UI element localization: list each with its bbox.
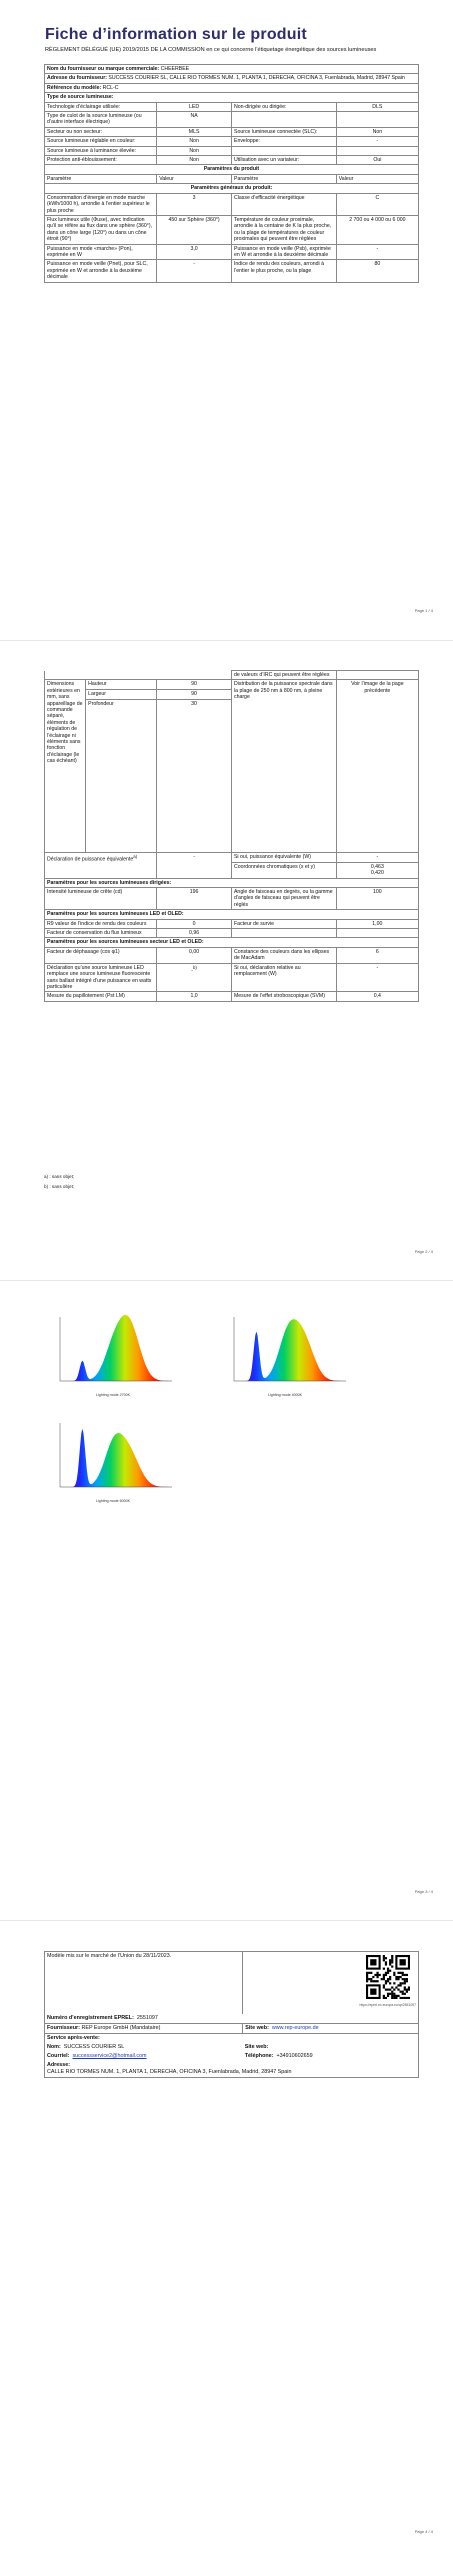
- contact-email-row: [45, 2052, 419, 2061]
- param-label: Puissance en mode «marche» (Pon), exprimée en W: [45, 244, 157, 260]
- product-params-table-continued: [44, 670, 419, 1002]
- r9-value: 0: [157, 919, 232, 928]
- col-value-2: Valeur: [336, 174, 418, 183]
- registration-table: [44, 1951, 419, 2078]
- site-link[interactable]: www.rep-europe.de: [271, 2025, 319, 2031]
- param-label: Utilisation avec un variateur:: [231, 156, 336, 165]
- footnote-a: a) : sans objet;: [44, 1174, 75, 1179]
- page-1: [0, 0, 453, 640]
- param-value: 80: [336, 260, 418, 282]
- supplier-address-label: Adresse du fournisseur:: [47, 75, 107, 82]
- regulation-subtitle: RÈGLEMENT DÉLÉGUÉ (UE) 2019/2015 DE LA COMMISSION en ce qui concerne l’étiquetage énergétique des sources lumineuses: [45, 47, 377, 53]
- replace-value: -: [191, 967, 193, 974]
- phase-value: 0,00: [157, 947, 232, 963]
- address-value: CALLE RIO TORMES NUM. 1, PLANTA 1, DERECHA, OFICINA 3, Fuenlabrada, Madrid, 28947 Spain: [47, 2069, 292, 2075]
- model-ref-row: [45, 83, 419, 92]
- page-number: Page 1 / 4: [414, 608, 433, 613]
- spectral-label: Distribution de la puissance spectrale dans la plage de 250 nm à 800 nm, à pleine charge: [231, 680, 336, 853]
- flicker-value: 1,0: [157, 992, 232, 1001]
- site2-label: Site web:: [244, 2044, 269, 2050]
- market-row: [45, 1952, 419, 2015]
- supplier-address-row: [45, 74, 419, 83]
- model-ref-label: Référence du modèle:: [47, 84, 102, 91]
- contact-name-row: [45, 2043, 419, 2052]
- param-label: Technologie d’éclairage utilisée:: [45, 102, 157, 111]
- col-param-1: Paramètre: [45, 174, 157, 183]
- param-label: Secteur ou non secteur:: [45, 127, 157, 136]
- page-4: [0, 1921, 453, 2560]
- light-source-type-row: [45, 112, 419, 128]
- caption-6000k: Lighting mode 6000K: [96, 1499, 130, 1503]
- survival-label: Facteur de survie: [231, 919, 336, 928]
- address-label: Adresse:: [47, 2062, 71, 2068]
- param-value: C: [336, 193, 418, 215]
- chroma-x: 0,463: [370, 863, 384, 870]
- qr-url[interactable]: https://eprel.ec.europa.eu/qr/2551097: [359, 2003, 416, 2007]
- dim-name-width: Largeur: [86, 690, 157, 700]
- phone-value: +34910602659: [276, 2053, 313, 2059]
- lumen-label: Facteur de conservation du flux lumineux: [45, 929, 157, 938]
- dim-name-height: Hauteur: [86, 680, 157, 690]
- light-source-type-row: [45, 156, 419, 165]
- dim-name-depth: Profondeur: [86, 700, 157, 853]
- param-value: -: [336, 244, 418, 260]
- equiv-note: a): [133, 854, 138, 860]
- param-label: Puissance en mode veille (Pnet), pour SLC, exprimée en W et arrondie à la deuxième décimale: [45, 260, 157, 282]
- param-label: Protection anti-éblouissement:: [45, 156, 157, 165]
- dim-value-width: 90: [157, 690, 232, 700]
- param-value: [336, 146, 418, 155]
- caption-4000k: Lighting mode 4000K: [268, 1393, 302, 1397]
- after-sales-label: Service après-vente:: [47, 2035, 100, 2041]
- param-value: Non: [157, 156, 232, 165]
- market-text: Modèle mis sur le marché de l’Union du 28/11/2023.: [45, 1952, 243, 2015]
- equiv-label: Déclaration de puissance équivalente: [47, 857, 134, 864]
- name-value: SUCCESS COURIER SL: [63, 2044, 125, 2050]
- general-param-row: [45, 193, 419, 215]
- replace-label: Déclaration qu’une source lumineuse LED remplace une source lumineuse fluorescente sans ballast intégré d’une puissance en watts particulière: [47, 964, 152, 990]
- spectrum-2700k-graph: [48, 1311, 178, 1393]
- param-label: Type de culot de la source lumineuse (ou d’autre interface électrique): [45, 112, 157, 128]
- param-label: Température de couleur proximale, arrondie à la centaine de K la plus proche, ou la plage de températures de couleur proximales qui peuvent être réglées: [231, 215, 336, 244]
- spectral-value: Voir l’image de la page précédente: [336, 680, 418, 853]
- light-source-type-header: Type de source lumineuse:: [45, 93, 419, 102]
- equiv-row: [45, 853, 419, 862]
- cri-continued-label: de valeurs d’IRC qui peuvent être réglées: [231, 671, 336, 680]
- eprel-row: [45, 2014, 419, 2024]
- replace-w-value: -: [336, 963, 418, 992]
- lumen-row: [45, 929, 419, 938]
- light-source-type-row: [45, 127, 419, 136]
- email-link[interactable]: successservice2@hotmail.com: [72, 2053, 147, 2059]
- dim-value-depth: 30: [157, 700, 232, 853]
- param-label: [231, 146, 336, 155]
- eprel-value: 2551097: [136, 2015, 158, 2021]
- peak-beam-row: [45, 888, 419, 910]
- param-value: NA: [157, 112, 232, 128]
- model-ref-value: RCL-C: [102, 84, 119, 91]
- peak-value: 196: [157, 888, 232, 910]
- column-header-row: [45, 174, 419, 183]
- supplier-name-label: Nom du fournisseur ou marque commerciale:: [47, 66, 160, 72]
- col-param-2: Paramètre: [231, 174, 336, 183]
- param-label: Source lumineuse à luminance élevée:: [45, 146, 157, 155]
- supplier-value: REP Europe GmbH (Mandataire): [81, 2025, 161, 2031]
- page-3: [0, 1281, 453, 1920]
- equiv-w-label: Si oui, puissance équivalente (W): [231, 853, 336, 862]
- param-value: Non: [157, 137, 232, 146]
- page-number: Page 3 / 4: [414, 1889, 433, 1894]
- param-value: [336, 112, 418, 128]
- param-value: 2 700 ou 4 000 ou 6 000: [336, 215, 418, 244]
- spectrum-6000k-graph: [48, 1417, 178, 1499]
- spectrum-4000k-graph: [222, 1311, 352, 1393]
- survival-value: 1,00: [336, 919, 418, 928]
- flicker-row: [45, 992, 419, 1001]
- qr-code-icon[interactable]: [366, 1955, 410, 1999]
- supplier-row: [45, 2024, 419, 2034]
- caption-2700k: Lighting mode 2700K: [96, 1393, 130, 1397]
- param-value: 3: [157, 193, 232, 215]
- equiv-value: -: [157, 853, 232, 878]
- param-label: Consommation d’énergie en mode marche (kWh/1000 h), arrondie à l’entier supérieur le plus proche: [45, 193, 157, 215]
- param-value: 450 sur Sphère (360°): [157, 215, 232, 244]
- light-source-type-row: [45, 102, 419, 111]
- r9-row: [45, 919, 419, 928]
- mains-header: Paramètres pour les sources lumineuses secteur LED et OLED:: [45, 938, 419, 947]
- param-value: Oui: [336, 156, 418, 165]
- phone-label: Téléphone:: [244, 2053, 274, 2059]
- param-label: Indice de rendu des couleurs, arrondi à l’entier le plus proche, ou la plage: [231, 260, 336, 282]
- chroma-y: 0,420: [370, 870, 384, 877]
- contact-address-row: [45, 2061, 419, 2078]
- supplier-name-value: CHEERBEE: [160, 66, 190, 72]
- page-number: Page 2 / 4: [414, 1249, 433, 1254]
- param-value: -: [157, 260, 232, 282]
- equiv-w-value: -: [336, 853, 418, 862]
- light-source-type-row: [45, 93, 419, 102]
- page-number: Page 4 / 4: [414, 2529, 433, 2534]
- param-value: Non: [157, 146, 232, 155]
- param-label: [231, 112, 336, 128]
- lumen-value: 0,96: [157, 929, 232, 938]
- r9-label: R9 valeur de l’indice de rendu des couleurs: [45, 919, 157, 928]
- param-value: MLS: [157, 127, 232, 136]
- email-label: Courriel:: [47, 2053, 70, 2059]
- dims-row-1: [45, 680, 419, 690]
- beam-value: 100: [336, 888, 418, 910]
- param-value: LED: [157, 102, 232, 111]
- param-label: Flux lumineux utile (Φuse), avec indication qu’il se réfère au flux dans une sphère (360°), dans un cône large (120°) ou dans un cône étroit (90°): [45, 215, 157, 244]
- phase-row: [45, 947, 419, 963]
- light-source-type-row: [45, 146, 419, 155]
- product-params-header: Paramètres du produit: [45, 165, 419, 174]
- replace-row: [45, 963, 419, 992]
- macadam-value: 6: [336, 947, 418, 963]
- page-2: [0, 641, 453, 1280]
- param-label: Enveloppe:: [231, 137, 336, 146]
- param-label: Source lumineuse connectée (SLC):: [231, 127, 336, 136]
- cri-continued-row: [45, 671, 419, 680]
- dimensions-label: Dimensions extérieures en mm, sans appareillage de commande séparé, éléments de régulation de l’éclairage ni éléments sans fonction d’éclairage (le cas échéant): [45, 680, 86, 853]
- footnote-b: b) : sans objet;: [44, 1184, 75, 1189]
- product-info-table: [44, 64, 419, 283]
- param-value: -: [336, 137, 418, 146]
- supplier-address-value: SUCCESS COURIER SL, CALLE RIO TORMES NUM. 1, PLANTA 1, DERECHA, OFICINA 3, Fuenlabrada, Madrid, 28947 Spain: [108, 75, 405, 82]
- replace-w-label: Si oui, déclaration relative au remplacement (W): [231, 963, 336, 992]
- site-label: Site web:: [245, 2025, 269, 2031]
- param-label: Source lumineuse réglable en couleur:: [45, 137, 157, 146]
- after-sales-row: [45, 2034, 419, 2044]
- macadam-label: Constance des couleurs dans les ellipses de MacAdam: [231, 947, 336, 963]
- general-params-header: Paramètres généraux du produit:: [45, 184, 419, 193]
- general-param-row: [45, 215, 419, 244]
- led-header: Paramètres pour les sources lumineuses LED et OLED:: [45, 910, 419, 919]
- supplier-label: Fournisseur:: [47, 2025, 80, 2031]
- flicker-label: Mesure du papillotement (Pst LM): [45, 992, 157, 1001]
- dim-value-height: 90: [157, 680, 232, 690]
- replace-note: b): [193, 964, 197, 970]
- param-value: Non: [336, 127, 418, 136]
- name-label: Nom:: [47, 2044, 61, 2050]
- phase-label: Facteur de déphasage (cos φ1): [45, 947, 157, 963]
- light-source-type-row: [45, 137, 419, 146]
- param-value: 3,0: [157, 244, 232, 260]
- general-param-row: [45, 244, 419, 260]
- col-value-1: Valeur: [157, 174, 232, 183]
- peak-label: Intensité lumineuse de crête (cd): [45, 888, 157, 910]
- page-title: Fiche d’information sur le produit: [45, 26, 307, 43]
- strobo-value: 0,4: [336, 992, 418, 1001]
- eprel-label: Numéro d’enregistrement EPREL:: [47, 2015, 134, 2021]
- beam-label: Angle de faisceau en degrés, ou la gamme d’angles de faisceau qui peuvent être réglés: [231, 888, 336, 910]
- general-param-row: [45, 260, 419, 282]
- chroma-label: Coordonnées chromatiques (x et y): [231, 862, 336, 878]
- param-value: DLS: [336, 102, 418, 111]
- supplier-name-row: [45, 65, 419, 74]
- param-label: Non-dirigée ou dirigée:: [231, 102, 336, 111]
- param-label: Puissance en mode veille (Psb), exprimée en W et arrondie à la deuxième décimale: [231, 244, 336, 260]
- strobo-label: Mesure de l’effet stroboscopique (SVM): [231, 992, 336, 1001]
- directional-header: Paramètres pour les sources lumineuses dirigées:: [45, 878, 419, 887]
- param-label: Classe d’efficacité énergétique: [231, 193, 336, 215]
